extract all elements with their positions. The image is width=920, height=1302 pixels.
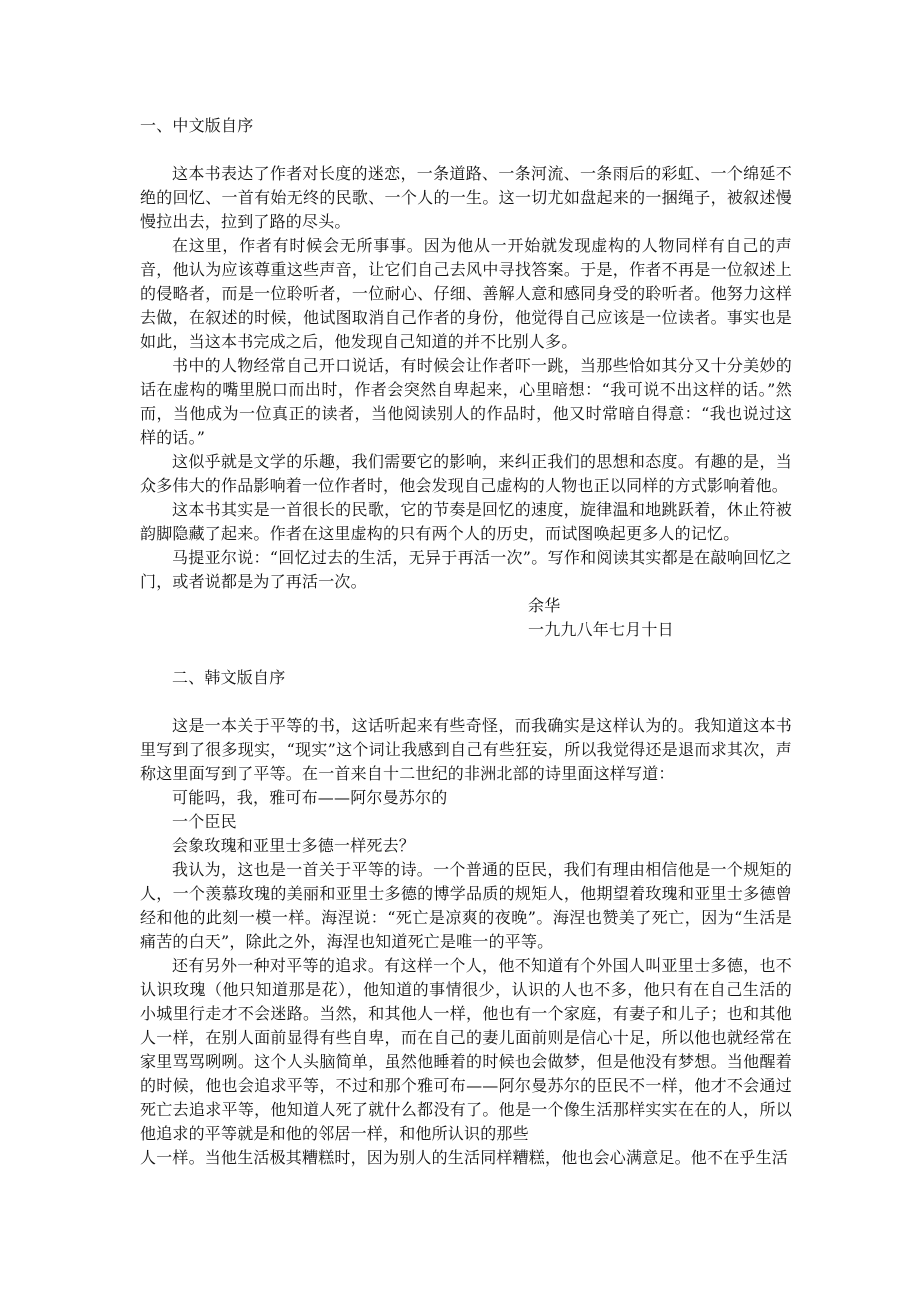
spacer — [140, 138, 792, 162]
spacer — [140, 690, 792, 714]
section-heading-chinese-preface: 一、中文版自序 — [140, 116, 254, 135]
section-heading-korean-preface: 二、韩文版自序 — [172, 668, 286, 687]
verse-line: 会象玫瑰和亚里士多德一样死去？ — [172, 836, 416, 855]
document-body — [140, 114, 792, 1170]
verse-line: 一个臣民 — [172, 812, 237, 831]
paragraph: 在这里，作者有时候会无所事事。因为他从一开始就发现虚构的人物同样有自己的声音，他认为应该尊重这些声音，让它们自己去风中寻找答案。于是，作者不再是一位叙述上的侵略者，而是一位聆听者，一位耐心、仔细、善解人意和感同身受的聆听者。他努力这样去做，在叙述的时候，他试图取消自己作者的身份，他觉得自己应该是一位读者。事实也是如此，当这本书完成之后，他发现自己知道的并不比别人多。 — [140, 236, 792, 351]
paragraph: 这是一本关于平等的书，这话听起来有些奇怪，而我确实是这样认为的。我知道这本书里写到了很多现实，“现实”这个词让我感到自己有些狂妄，所以我觉得还是退而求其次，声称这里面写到了平等。在一首来自十二世纪的非洲北部的诗里面这样写道： — [140, 716, 792, 783]
paragraph: 还有另外一种对平等的追求。有这样一个人，他不知道有个外国人叫亚里士多德，也不认识玫瑰（他只知道那是花），他知道的事情很少，认识的人也不多，他只有在自己生活的小城里行走才不会迷路。当然，和其他人一样，他也有一个家庭，有妻子和儿子；也和其他人一样，在别人面前显得有些自卑，而在自己的妻儿面前则是信心十足，所以他也就经常在家里骂骂咧咧。这个人头脑简单，虽然他睡着的时候也会做梦，但是他没有梦想。当他醒着的时候，他也会追求平等，不过和那个雅可布——阿尔曼苏尔的臣民不一样，他才不会通过死亡去追求平等，他知道人死了就什么都没有了。他是一个像生活那样实实在在的人，所以他追求的平等就是和他的邻居一样，和他所认识的那些 — [140, 956, 792, 1143]
signature-name: 余华 — [528, 596, 561, 615]
paragraph: 这似乎就是文学的乐趣，我们需要它的影响，来纠正我们的思想和态度。有趣的是，当众多伟大的作品影响着一位作者时，他会发现自己虚构的人物也正以同样的方式影响着他。 — [140, 452, 792, 495]
paragraph: 这本书表达了作者对长度的迷恋，一条道路、一条河流、一条雨后的彩虹、一个绵延不绝的回忆、一首有始无终的民歌、一个人的一生。这一切尤如盘起来的一捆绳子，被叙述慢慢拉出去，拉到了路的尽头。 — [140, 164, 792, 231]
paragraph: 我认为，这也是一首关于平等的诗。一个普通的臣民，我们有理由相信他是一个规矩的人，一个羡慕玫瑰的美丽和亚里士多德的博学品质的规矩人，他期望着玫瑰和亚里士多德曾经和他的此刻一模一样。海涅说：“死亡是凉爽的夜晚”。海涅也赞美了死亡，因为“生活是痛苦的白天”，除此之外，海涅也知道死亡是唯一的平等。 — [140, 860, 792, 951]
paragraph-continuation: 人一样。当他生活极其糟糕时，因为别人的生活同样糟糕，他也会心满意足。他不在乎生活 — [140, 1148, 789, 1167]
verse-line: 可能吗，我，雅可布——阿尔曼苏尔的 — [172, 788, 448, 807]
paragraph: 马提亚尔说：“回忆过去的生活，无异于再活一次”。写作和阅读其实都是在敲响回忆之门，或者说都是为了再活一次。 — [140, 548, 792, 591]
paragraph: 书中的人物经常自己开口说话，有时候会让作者吓一跳，当那些恰如其分又十分美妙的话在虚构的嘴里脱口而出时，作者会突然自卑起来，心里暗想：“我可说不出这样的话。”然而，当他成为一位真正的读者，当他阅读别人的作品时，他又时常暗自得意：“我也说过这样的话。” — [140, 356, 792, 447]
signature-date: 一九九八年七月十日 — [528, 620, 674, 639]
paragraph: 这本书其实是一首很长的民歌，它的节奏是回忆的速度，旋律温和地跳跃着，休止符被韵脚隐藏了起来。作者在这里虚构的只有两个人的历史，而试图唤起更多人的记忆。 — [140, 500, 792, 543]
spacer — [140, 642, 792, 666]
